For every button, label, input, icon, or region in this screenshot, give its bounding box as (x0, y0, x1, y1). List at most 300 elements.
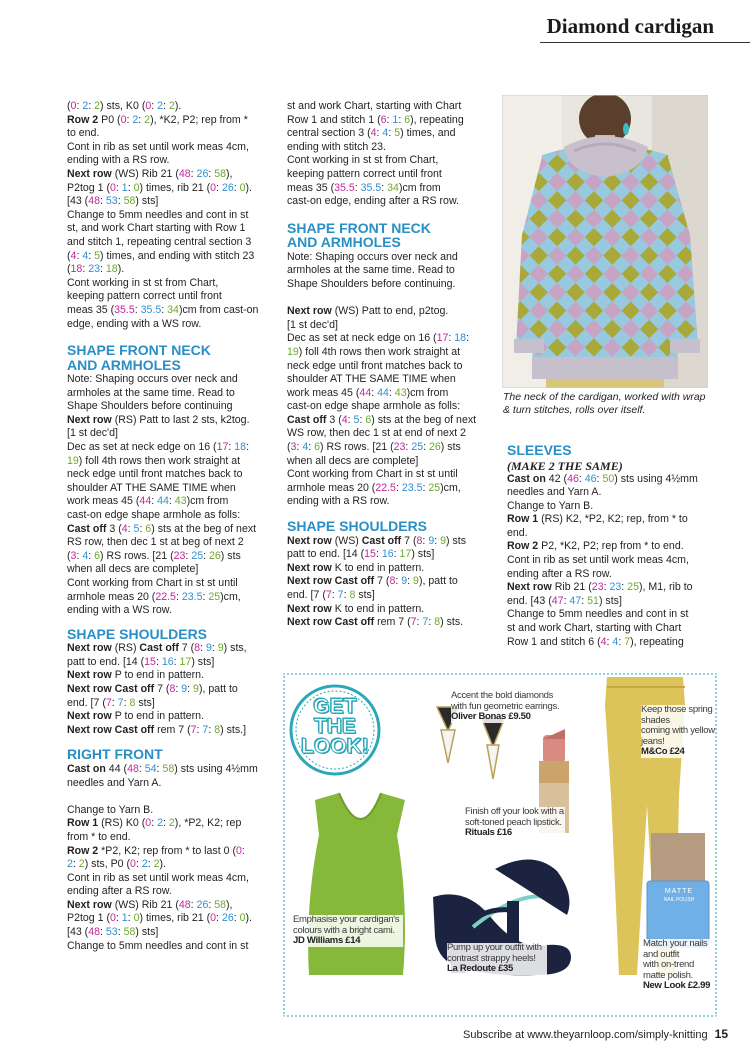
text-segment: ), (226, 167, 233, 180)
label-line: Accent the bold diamonds (451, 690, 554, 701)
pattern-line (67, 550, 272, 564)
text-segment: 48 (127, 762, 139, 775)
text-segment: 2 (132, 113, 139, 126)
text-segment: : (388, 127, 395, 140)
pattern-line: Note: Shaping occurs over neck and (287, 250, 458, 263)
text-segment: (WS) Rib 21 ( (111, 167, 179, 180)
text-segment: 47 (551, 594, 564, 607)
jeans-label (641, 705, 715, 758)
pattern-line (287, 575, 492, 589)
pattern-line: keeping pattern correct until front (67, 290, 222, 303)
text-segment: Next row (67, 710, 112, 723)
text-segment: : (398, 113, 405, 126)
text-segment: : (151, 817, 158, 830)
text-segment: : (241, 844, 245, 857)
text-segment: 9 (401, 575, 408, 588)
text-segment: 2 (157, 817, 163, 830)
pattern-line: and stitch 1, repeating central section 3 (67, 235, 252, 248)
lipstick-label (465, 807, 565, 839)
page-number: 15 (714, 1027, 728, 1041)
text-segment: ) sts, (223, 642, 247, 655)
text-segment: 8 (214, 723, 221, 736)
pattern-line: Cont working in st st from Chart, (287, 154, 439, 167)
text-segment: : (76, 549, 83, 562)
text-segment: : (606, 635, 613, 648)
text-segment: : (147, 858, 154, 871)
text-segment: K to end in pattern. (331, 561, 425, 574)
text-segment: 25 (208, 590, 221, 603)
text-segment: 0 (210, 912, 217, 925)
text-segment: 8 (129, 696, 136, 709)
text-segment: 6 (314, 441, 321, 454)
text-segment: : (347, 413, 354, 426)
text-segment: Cast off (139, 642, 179, 655)
text-segment: ( (67, 100, 71, 112)
pattern-line: to end. (67, 127, 100, 140)
pattern-line (67, 899, 272, 913)
text-segment: )cm, (440, 481, 461, 494)
text-segment: : (428, 616, 435, 629)
section-heading: SHAPE SHOULDERS (287, 518, 428, 535)
text-segment: ) sts (220, 549, 241, 562)
pattern-line (67, 845, 272, 859)
pattern-line: Change to Yarn B. (67, 803, 154, 816)
text-segment: 26 (196, 167, 209, 180)
text-segment: : (422, 534, 429, 547)
text-segment: 44 (139, 495, 152, 508)
label-price: JD Williams £14 (293, 935, 361, 946)
text-segment: : (228, 441, 235, 454)
text-segment: sts] (135, 696, 155, 709)
text-segment: (WS) Rib 21 ( (111, 898, 179, 911)
text-segment: ) times, rib 21 ( (139, 912, 211, 925)
text-segment: 0 (130, 858, 136, 871)
pattern-line (287, 482, 492, 496)
text-segment: Row 2 (67, 113, 99, 126)
text-segment: ) sts. (440, 616, 464, 629)
text-segment: (RS) K2, *P2, K2; rep, from * to (538, 513, 688, 526)
section-heading: SHAPE FRONT NECK AND ARMHOLES (67, 342, 211, 373)
text-segment: 7 (105, 696, 112, 709)
text-segment: 4 (121, 522, 128, 535)
text-segment: : (233, 912, 240, 925)
text-segment: 48 (88, 195, 100, 208)
text-segment: 25 (191, 549, 204, 562)
text-segment: 7 (117, 696, 124, 709)
text-segment: 22.5 (375, 481, 396, 494)
text-segment: ) sts.] (220, 723, 247, 736)
text-segment: 1 (392, 113, 399, 126)
text-segment: *P2, K2; rep from * to last 0 ( (98, 844, 236, 857)
text-segment: 23 (393, 441, 406, 454)
text-segment: )cm from (406, 386, 449, 399)
text-segment: ) times, and (400, 127, 456, 140)
pattern-line (67, 523, 272, 537)
label-line: contrast strappy heels! (447, 952, 536, 964)
text-segment: 2 (168, 100, 175, 112)
text-segment: Row 1 (507, 513, 539, 526)
pattern-line (67, 858, 272, 872)
text-segment: 0 (210, 181, 217, 194)
text-segment: : (603, 581, 610, 594)
text-segment: ) foll 4th rows then work straight at (78, 454, 241, 467)
text-segment: : (117, 926, 124, 939)
text-segment: P to end in pattern. (111, 710, 205, 723)
text-segment: 2 (144, 113, 151, 126)
text-segment: Dec as set at neck edge on 16 ( (67, 441, 217, 454)
text-segment: P0 ( (98, 113, 121, 126)
text-segment: 9 (428, 534, 435, 547)
text-segment: : (88, 100, 95, 112)
text-segment: : (434, 534, 441, 547)
text-segment: 25 (627, 581, 639, 594)
text-segment: 58 (214, 898, 227, 911)
text-segment: : (161, 303, 168, 316)
text-segment: Cast on (67, 762, 106, 775)
pattern-line: when all decs are complete] (67, 563, 199, 576)
text-segment: 3 (70, 549, 77, 562)
column-1 (67, 100, 272, 953)
text-segment: Rib 21 ( (551, 581, 592, 594)
text-segment: 18 (105, 263, 118, 276)
text-segment: : (135, 858, 142, 871)
text-segment: Cast on (507, 472, 546, 485)
label-line: coming with yellow jeans! (641, 725, 715, 747)
text-segment: : (308, 441, 315, 454)
text-segment: 9 (440, 534, 447, 547)
pattern-line: Cont in rib as set until work meas 4cm, (67, 871, 249, 884)
earrings-label (451, 691, 591, 723)
text-segment: armhole meas 20 ( (67, 590, 156, 603)
pattern-line (287, 387, 492, 401)
label-price: Rituals £16 (465, 827, 512, 838)
text-segment: end. [43 ( (507, 594, 552, 607)
text-segment: ), *K2, P2; rep from * (150, 113, 248, 126)
text-segment: 2 (94, 100, 101, 112)
pattern-line (67, 114, 272, 128)
text-segment: 58 (162, 762, 175, 775)
text-segment: ). (159, 858, 167, 871)
column-3 (507, 443, 722, 649)
bottle-text: MATTE (664, 888, 694, 895)
text-segment: 54 (144, 762, 157, 775)
text-segment: 3 ( (106, 522, 122, 535)
text-segment: 0 (120, 113, 127, 126)
text-segment: : (72, 858, 79, 871)
pattern-line (67, 912, 272, 926)
text-segment: : (375, 548, 382, 561)
pattern-line: neck edge until front matches back to (287, 359, 463, 372)
text-segment: 23 (591, 581, 604, 594)
pattern-line (67, 100, 272, 114)
text-segment: : (151, 495, 158, 508)
text-segment: 19 (67, 454, 79, 467)
pattern-line: Cont in rib as set until work meas 4cm, (507, 554, 689, 567)
text-segment: 3 (290, 441, 297, 454)
pattern-line (287, 548, 492, 562)
text-segment: 8 (349, 588, 356, 601)
text-segment: 43 (394, 386, 407, 399)
text-segment: 46 (584, 472, 597, 485)
text-segment: 58 (123, 195, 136, 208)
text-segment: Next row (287, 534, 332, 547)
text-segment: Next row (67, 669, 112, 682)
pattern-line: Cont working from Chart in st st until (287, 468, 458, 481)
text-segment: : (581, 594, 588, 607)
text-segment: : (127, 181, 134, 194)
pattern-line: ending with a RS row. (287, 495, 390, 508)
text-segment: : (578, 472, 585, 485)
page-footer (463, 1027, 728, 1041)
text-segment: work meas 45 ( (67, 495, 140, 508)
pattern-line (67, 669, 272, 683)
text-segment: Row 1 and stitch 1 ( (287, 113, 381, 126)
text-segment: 48 (88, 926, 100, 939)
text-segment: : (296, 441, 303, 454)
text-segment: : (208, 898, 215, 911)
pattern-line (67, 926, 272, 940)
text-segment: : (117, 195, 124, 208)
text-segment: : (208, 167, 215, 180)
pattern-line (287, 346, 492, 360)
text-segment: (WS) Patt to end, p2tog. (331, 305, 449, 318)
text-segment: 44 (157, 495, 169, 508)
text-segment: 46 (567, 472, 579, 485)
text-segment: 7 (422, 616, 429, 629)
text-segment: 7 ( (154, 683, 170, 696)
pattern-line: Change to Yarn B. (507, 499, 594, 512)
pattern-line (287, 114, 492, 128)
text-segment: 6 (145, 522, 152, 535)
text-segment: 43 (174, 495, 187, 508)
text-segment: : (202, 590, 209, 603)
text-segment: ), patt to (198, 683, 238, 696)
text-segment: 2 (157, 100, 164, 112)
text-segment: 4 (600, 635, 607, 648)
text-segment: 3 ( (326, 413, 342, 426)
polish-label (643, 939, 715, 992)
text-segment: : (115, 912, 122, 925)
text-segment: : (76, 249, 83, 262)
text-segment: : (163, 817, 169, 830)
text-segment: 25 (411, 441, 424, 454)
badge-line: GET (313, 695, 357, 718)
text-segment: 23.5 (401, 481, 423, 494)
pattern-line (67, 304, 272, 318)
pattern-line (507, 636, 722, 650)
text-segment: : (407, 575, 414, 588)
pattern-line (67, 697, 272, 711)
polish-bottle-label (649, 887, 709, 905)
text-segment: : (138, 113, 145, 126)
cardigan-photo (502, 95, 708, 388)
text-segment: : (190, 898, 197, 911)
label-line: soft-toned peach lipstick. (465, 816, 562, 828)
text-segment: : (175, 590, 182, 603)
label-price: La Redoute £35 (447, 963, 514, 974)
text-segment: : (123, 696, 130, 709)
text-segment: 4 (82, 549, 89, 562)
text-segment: 7 (325, 588, 332, 601)
text-segment: 15 (144, 655, 156, 668)
text-segment: : (405, 441, 412, 454)
text-segment: )cm, (220, 590, 241, 603)
label-line: Keep those spring shades (641, 704, 713, 726)
text-segment: 50 (602, 472, 615, 485)
text-segment: : (76, 100, 83, 112)
text-segment: : (185, 549, 192, 562)
text-segment: : (246, 441, 250, 454)
text-segment: 17 (179, 655, 192, 668)
text-segment: ) RS rows. [21 ( (320, 441, 394, 454)
text-segment: 7 ( (374, 575, 390, 588)
pattern-line (67, 168, 272, 182)
text-segment: 58 (214, 167, 227, 180)
text-segment: 0 (133, 912, 140, 925)
text-segment: Row 2 (507, 540, 539, 553)
text-segment: 8 (416, 534, 423, 547)
pattern-line (67, 656, 272, 670)
pattern-line: needles and Yarn A. (507, 486, 602, 499)
bottle-text-small: NAIL POLISH (663, 897, 695, 903)
text-segment: 0 (110, 181, 116, 194)
text-segment: : (127, 522, 134, 535)
pattern-line (287, 414, 492, 428)
text-segment: 0 (70, 100, 77, 112)
text-segment: : (134, 303, 141, 316)
pattern-line: armholes at the same time. Read to (67, 386, 235, 399)
text-segment: [43 ( (67, 195, 89, 208)
text-segment: : (395, 481, 402, 494)
text-segment: 0 (133, 181, 140, 194)
text-segment: 7 (202, 723, 209, 736)
text-segment: 7 ( (401, 534, 417, 547)
text-segment: 48 (178, 898, 191, 911)
text-segment: 0 (110, 912, 116, 925)
text-segment: rem 7 ( (374, 616, 411, 629)
text-segment: 34 (387, 181, 399, 194)
text-segment: : (126, 113, 133, 126)
pattern-line: st, and work Chart starting with Row 1 (67, 222, 246, 235)
text-segment: 8 (169, 683, 176, 696)
text-segment: 18 (454, 332, 467, 345)
pattern-line: end. (507, 526, 528, 539)
text-segment: Next row (287, 561, 332, 574)
text-segment: : (173, 655, 180, 668)
pattern-line: needles and Yarn A. (67, 776, 162, 789)
pattern-line (67, 414, 272, 428)
text-segment: 4 (341, 413, 348, 426)
text-segment: 17 (216, 441, 229, 454)
text-segment: 15 (364, 548, 376, 561)
text-segment: 8 (434, 616, 441, 629)
pattern-line (67, 495, 272, 509)
pattern-line: ending after a RS row. (507, 567, 612, 580)
pattern-line: when all decs are complete] (287, 454, 419, 467)
text-segment: 25 (428, 481, 441, 494)
text-segment: ( (67, 263, 71, 276)
text-segment: ) sts (446, 534, 467, 547)
pattern-line (287, 603, 492, 617)
text-segment: 0 (235, 844, 242, 857)
text-segment: 19 (287, 345, 299, 358)
pattern-line: st and work Chart, starting with Chart (507, 622, 682, 635)
text-segment: rem 7 ( (154, 723, 191, 736)
text-segment: : (343, 588, 350, 601)
text-segment: 35.5 (114, 303, 135, 316)
label-line: with on-trend matte polish. (643, 959, 695, 981)
text-segment: 17 (399, 548, 412, 561)
text-segment: : (151, 100, 158, 112)
text-segment: ). (117, 263, 125, 276)
pattern-line: WS row, then dec 1 st at end of next 2 (287, 427, 467, 440)
text-segment: ), repeating (630, 635, 684, 648)
text-segment: 4 (82, 249, 89, 262)
text-segment: ) foll 4th rows then work straight at (298, 345, 461, 358)
pattern-line (67, 250, 272, 264)
pattern-line: cast-on edge, ending after a RS row. (287, 195, 459, 208)
text-segment: : (88, 549, 95, 562)
pattern-line (67, 817, 272, 831)
text-segment: : (466, 332, 470, 345)
text-segment: : (423, 441, 429, 454)
text-segment: 7 (337, 588, 344, 601)
text-segment: 23 (609, 581, 622, 594)
text-segment: ). (245, 181, 253, 194)
text-segment: 35.5 (334, 181, 355, 194)
text-segment: : (200, 642, 206, 655)
pattern-line (287, 535, 492, 549)
badge-line: THE (314, 715, 356, 738)
text-segment: : (168, 495, 175, 508)
text-segment: 5 (133, 522, 140, 535)
spacer (67, 790, 272, 804)
text-segment: : (100, 926, 106, 939)
text-segment: 9 (413, 575, 419, 588)
pattern-line: keeping pattern correct until front (287, 167, 442, 180)
text-segment: 9 (205, 642, 212, 655)
text-segment: ) sts] (411, 548, 435, 561)
label-price: New Look £2.99 (643, 980, 711, 991)
text-segment: Cast off (287, 413, 327, 426)
pattern-line (67, 683, 272, 697)
pattern-line: Change to 5mm needles and cont in st (67, 208, 249, 221)
pattern-line (67, 642, 272, 656)
text-segment: Row 1 and stitch 6 ( (507, 635, 601, 648)
section-heading: RIGHT FRONT (67, 746, 163, 763)
text-segment: ) sts (440, 441, 461, 454)
text-segment: 4 (302, 441, 309, 454)
text-segment: : (175, 683, 182, 696)
text-segment: : (618, 635, 625, 648)
text-segment: 8 (389, 575, 396, 588)
pattern-line: edge, ending with a WS row. (67, 317, 202, 330)
text-segment: 4 (70, 249, 77, 262)
pattern-line: [1 st dec'd] (67, 427, 118, 440)
text-segment: ), repeating (410, 113, 464, 126)
text-segment: 0 (239, 181, 246, 194)
text-segment: 16 (161, 655, 174, 668)
text-segment: Next row (67, 642, 112, 655)
label-price: M&Co £24 (641, 746, 685, 757)
text-segment: central section 3 ( (287, 127, 371, 140)
pattern-line (67, 763, 272, 777)
text-segment: : (100, 263, 106, 276)
text-segment: end. [7 ( (67, 696, 106, 709)
text-segment: 26 (221, 912, 234, 925)
text-segment: : (233, 181, 240, 194)
pattern-line (67, 455, 272, 469)
